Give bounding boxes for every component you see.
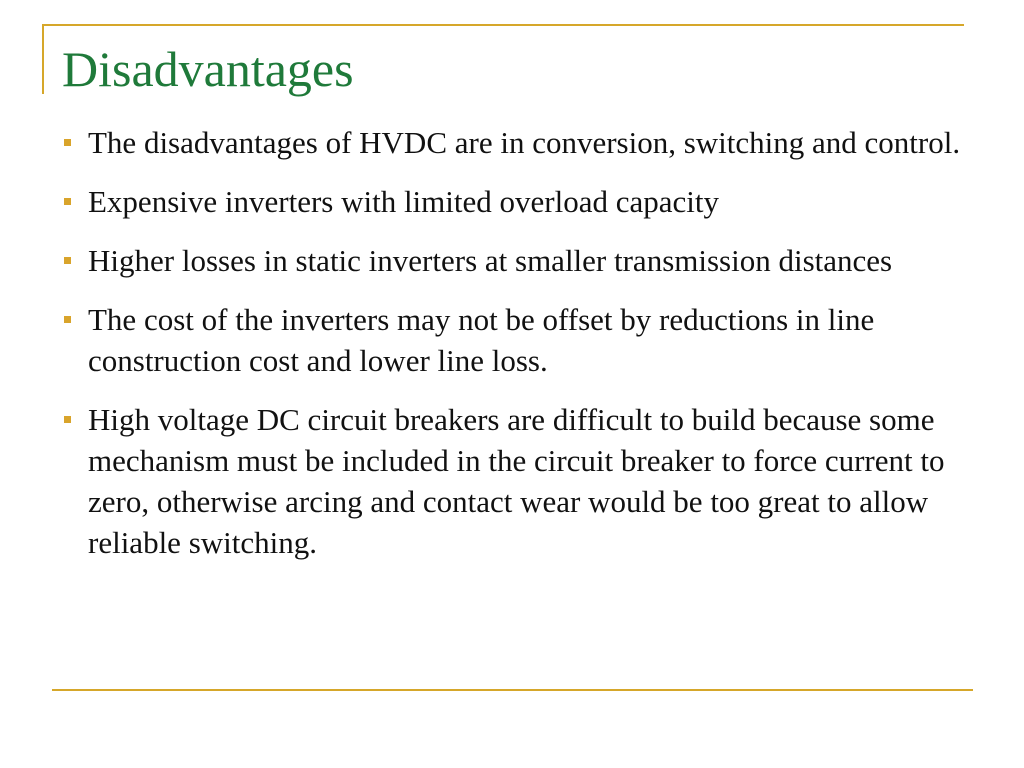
square-bullet-icon: [64, 316, 71, 323]
bullet-item: [62, 181, 967, 222]
square-bullet-icon: [64, 416, 71, 423]
bullet-item: [62, 299, 967, 381]
bullet-text: The disadvantages of HVDC are in conversion, switching and control.: [88, 125, 961, 160]
slide-title: Disadvantages: [62, 41, 354, 97]
bullet-item: [62, 399, 967, 563]
bullet-text: Higher losses in static inverters at smaller transmission distances: [88, 243, 893, 278]
bottom-rule: [52, 689, 973, 691]
bullet-item: [62, 122, 967, 163]
top-rule: [42, 24, 964, 26]
square-bullet-icon: [64, 198, 71, 205]
bullet-text: The cost of the inverters may not be offset by reductions in line construction cost and lower line loss.: [88, 302, 875, 378]
square-bullet-icon: [64, 257, 71, 264]
square-bullet-icon: [64, 139, 71, 146]
bullet-item: [62, 240, 967, 281]
bullet-text: High voltage DC circuit breakers are difficult to build because some mechanism must be included in the circuit breaker to force current to zero, otherwise arcing and contact wear would be too great to allow reliable switching.: [88, 402, 945, 560]
bullet-list: [62, 122, 967, 581]
bullet-text: Expensive inverters with limited overload capacity: [88, 184, 719, 219]
left-rule: [42, 24, 44, 94]
